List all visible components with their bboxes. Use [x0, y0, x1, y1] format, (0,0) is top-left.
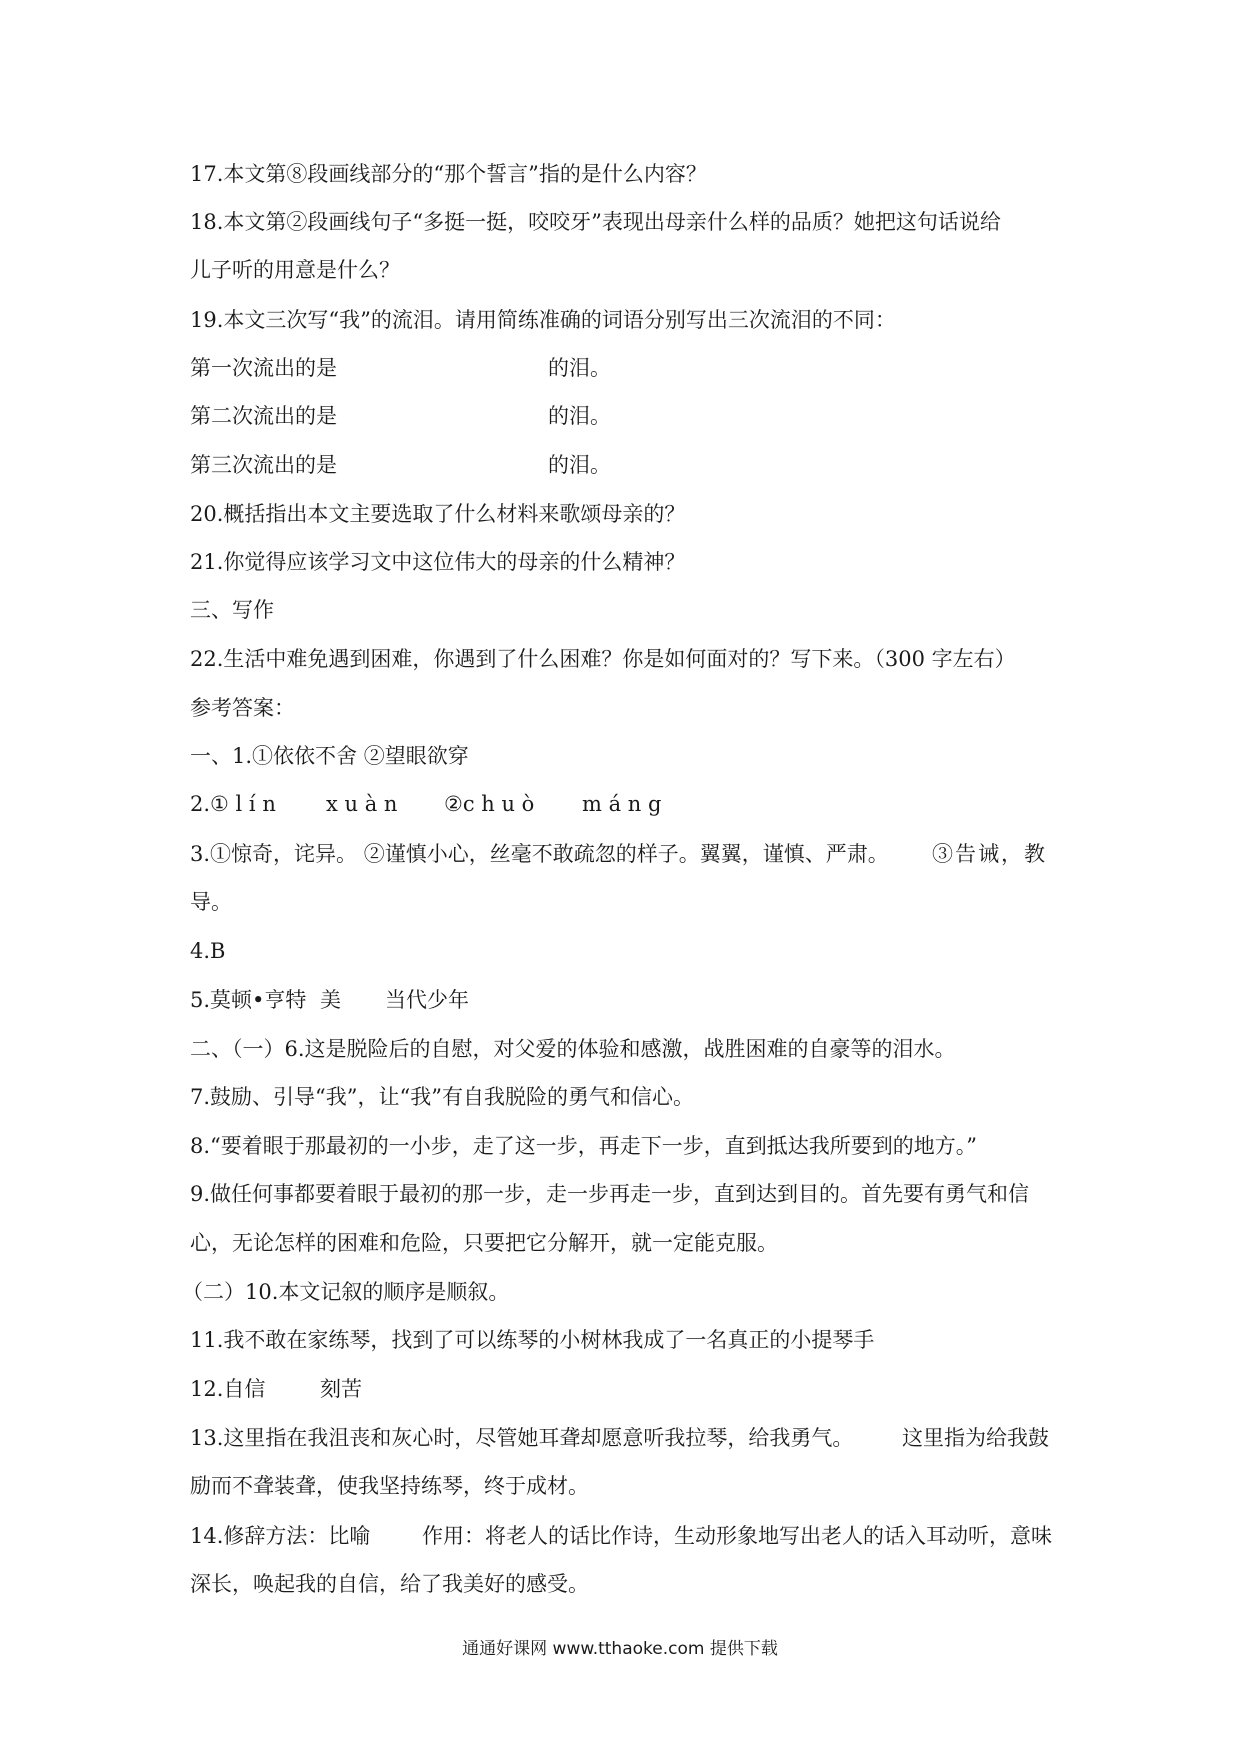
question-18-line-1: 18.本文第②段画线句子“多挺一挺，咬咬牙”表现出母亲什么样的品质？她把这句话说给 [190, 210, 1001, 234]
answer-2-part-2: x u à n [326, 792, 398, 816]
answer-14-part-2: 作用：将老人的话比作诗，生动形象地写出老人的话入耳动听，意味 [422, 1524, 1052, 1548]
answer-12-part-2: 刻苦 [320, 1377, 362, 1401]
tear-2-prefix: 第二次流出的是 [190, 404, 337, 428]
tear-2-suffix: 的泪。 [548, 404, 611, 428]
answer-2-part-3: ②c h u ò [444, 792, 535, 816]
answer-4: 4.B [190, 939, 226, 963]
answer-11: 11.我不敢在家练琴，找到了可以练琴的小树林我成了一名真正的小提琴手 [190, 1328, 875, 1352]
answer-key-heading: 参考答案： [190, 696, 295, 720]
answer-9-line-2: 心，无论怎样的困难和危险，只要把它分解开，就一定能克服。 [190, 1231, 778, 1255]
answer-3-main: 3.①惊奇，诧异。 ②谨慎小心，丝毫不敢疏忽的样子。翼翼，谨慎、严肃。 [190, 842, 889, 866]
answer-6: 二、（一）6.这是脱险后的自慰，对父爱的体验和感激，战胜困难的自豪等的泪水。 [190, 1037, 956, 1061]
question-22: 22.生活中难免遇到困难，你遇到了什么困难？你是如何面对的？写下来。（300 字左右） [190, 647, 1016, 671]
answer-9-line-1: 9.做任何事都要着眼于最初的那一步，走一步再走一步，直到达到目的。首先要有勇气和信 [190, 1182, 1030, 1206]
answer-2-part-1: 2.① l í n [190, 792, 276, 816]
answer-2-part-4: m á n g [582, 792, 662, 816]
answer-1: 一、1.①依依不舍 ②望眼欲穿 [190, 744, 469, 768]
answer-13-part-2: 这里指为给我鼓 [902, 1426, 1049, 1450]
answer-12-part-1: 12.自信 [190, 1377, 266, 1401]
tear-3-prefix: 第三次流出的是 [190, 453, 337, 477]
section-writing-heading: 三、写作 [190, 598, 274, 622]
page-footer: 通通好课网 www.tthaoke.com 提供下载 [462, 1639, 778, 1659]
answer-8: 8.“要着眼于那最初的一小步，走了这一步，再走下一步，直到抵达我所要到的地方。” [190, 1134, 978, 1158]
answer-14-line-2: 深长，唤起我的自信，给了我美好的感受。 [190, 1572, 589, 1596]
answer-3-tail: ③告诫，教 [932, 842, 1047, 866]
answer-13-part-1: 13.这里指在我沮丧和灰心时，尽管她耳聋却愿意听我拉琴，给我勇气。 [190, 1426, 854, 1450]
answer-3-line-2: 导。 [190, 890, 232, 914]
answer-5-part-3: 当代少年 [385, 988, 469, 1012]
answer-13-line-2: 励而不聋装聋，使我坚持练琴，终于成材。 [190, 1474, 589, 1498]
tear-1-prefix: 第一次流出的是 [190, 356, 337, 380]
question-20: 20.概括指出本文主要选取了什么材料来歌颂母亲的？ [190, 502, 686, 526]
answer-5-part-2: 美 [320, 988, 341, 1012]
question-19: 19.本文三次写“我”的流泪。请用简练准确的词语分别写出三次流泪的不同： [190, 308, 896, 332]
question-18-line-2: 儿子听的用意是什么？ [190, 258, 400, 282]
tear-3-suffix: 的泪。 [548, 453, 611, 477]
question-17: 17.本文第⑧段画线部分的“那个誓言”指的是什么内容？ [190, 162, 707, 186]
answer-5-part-1: 5.莫顿•亨特 [190, 988, 307, 1012]
answer-10: （二）10.本文记叙的顺序是顺叙。 [182, 1280, 510, 1304]
question-21: 21.你觉得应该学习文中这位伟大的母亲的什么精神？ [190, 550, 686, 574]
tear-1-suffix: 的泪。 [548, 356, 611, 380]
answer-7: 7.鼓励、引导“我”，让“我”有自我脱险的勇气和信心。 [190, 1085, 694, 1109]
answer-14-part-1: 14.修辞方法：比喻 [190, 1524, 371, 1548]
